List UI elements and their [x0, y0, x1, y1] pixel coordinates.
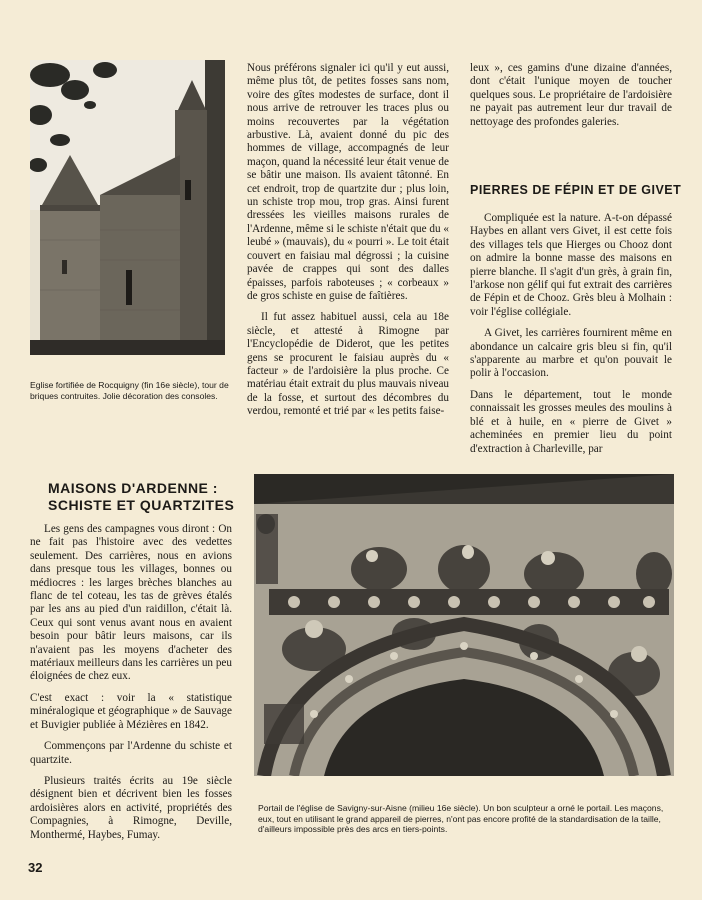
portal-photo-caption: Portail de l'église de Savigny-sur-Aisne (milieu 16e siècle). Un bon sculpteur a orné le portail. Les maçons, eux, tout en utilisant le grand appareil de pierres, n'ont pas encore profité de la standardisation de la taille, d'ailleurs impossible près des arcs en tiers-points.	[258, 803, 664, 834]
paragraph: C'est exact : voir la « statistique minéralogique et géographique » de Sauvage et Buvigier publiée à Mézières en 1842.	[30, 691, 232, 731]
heading-line-1: MAISONS D'ARDENNE :	[48, 480, 218, 496]
paragraph: Il fut assez habituel aussi, cela au 18e siècle, et attesté à Rimogne par l'Encyclopédie de Diderot, que les petites gens se procurent le faisiau auprès du « facteur » de l'ardoisière la plus proche. Ce matériau était extrait du plus mauvais niveau de la fosse, et surtout des décombres du verdou, remonté et trié par « les petits faise-	[247, 311, 449, 418]
paragraph: leux », ces gamins d'une dizaine d'années, dont c'était l'unique moyen de toucher quelques sous. Le propriétaire de l'ardoisière ne payait pas autrement leur dur travail de nettoyage des profondes galeries.	[470, 62, 672, 128]
column-right	[470, 62, 672, 137]
section-heading-pierres: PIERRES DE FÉPIN ET DE GIVET	[470, 183, 682, 197]
paragraph: Les gens des campagnes vous diront : On ne fait pas l'histoire avec des vedettes seulement. Des carrières, nous en avions dans presque tous les villages, bonnes ou médiocres : les larges brèches blanches au flanc de tel coteau, les tas de grèves étalés par les ans au pied d'un raidillon, c'était là. Ceux qui sont venus avant nous en avaient besoin pour bâtir leurs maisons, car ils n'avaient pas les moyens d'acheter des matériaux meilleurs dans les carrières un peu éloignées de chez eux.	[30, 523, 232, 683]
portal-photo	[254, 474, 674, 776]
column-left	[30, 523, 232, 850]
paragraph: Plusieurs traités écrits au 19e siècle désignent bien et décrivent bien les fosses ardoisières alors en activité, propriétés des Compagnies, à Rimogne, Deville, Monthermé, Haybes, Fumay.	[30, 774, 232, 841]
paragraph: Compliquée est la nature. A-t-on dépassé Haybes en allant vers Givet, il est cette fois des villages tels que Hierges ou Chooz dont on admire la bonne masse des maisons en pierre blanche. Il s'agit d'un grès, à grain fin, l'arkose non gélif qui fut extrait des carrières de Fépin et de Chooz. Grès bleu à Molhain : voir l'église collégiale.	[470, 212, 672, 318]
section-heading-maisons	[48, 480, 234, 514]
church-photo-caption: Eglise fortifiée de Rocquigny (fin 16e siècle), tour de briques contruites. Jolie décoration des consoles.	[30, 380, 229, 401]
page-number: 32	[28, 860, 43, 875]
paragraph: Nous préférons signaler ici qu'il y eut aussi, même plus tôt, de petites fosses sans nom, voire des gîtes modestes de surface, dont il nous arrive de retrouver les traces plus ou moins recouvertes par la végétation arbustive. Là, avaient donné du pic des hommes de village, accompagnés de leur maçon, quand la nécessité leur était venue de se bâtir une maison. Ils avaient tâtonné. En cet endroit, trop de quartzite dur ; plus loin, un schiste trop mou, trop gras. Ainsi furent dressées les vieilles maisons rurales de l'Ardenne, même si le schiste n'était que du « leubé » (mauvais), du « pourri ». Le toit était couvert en faisiau mal dégrossi ; la cuisine pavée de crappes qui sont des dalles épaisses, parfois raboteuses ; « corbeaux » de gros schiste en guise de faîtières.	[247, 62, 449, 302]
paragraph: A Givet, les carrières fournirent même en abondance un calcaire gris bleu si fin, qu'il s'apparente au marbre et qu'on pouvait le polir à l'occasion.	[470, 327, 672, 380]
heading-line-2: SCHISTE ET QUARTZITES	[48, 497, 235, 513]
paragraph: Dans le département, tout le monde connaissait les grosses meules des moulins à blé et à huile, en « pierre de Givet » acheminées en premier lieu du point d'extraction à Charleville, par	[470, 388, 672, 455]
column-right-section	[470, 212, 672, 464]
column-middle	[247, 62, 449, 427]
paragraph: Commençons par l'Ardenne du schiste et quartzite.	[30, 740, 232, 766]
church-photo	[30, 60, 225, 355]
